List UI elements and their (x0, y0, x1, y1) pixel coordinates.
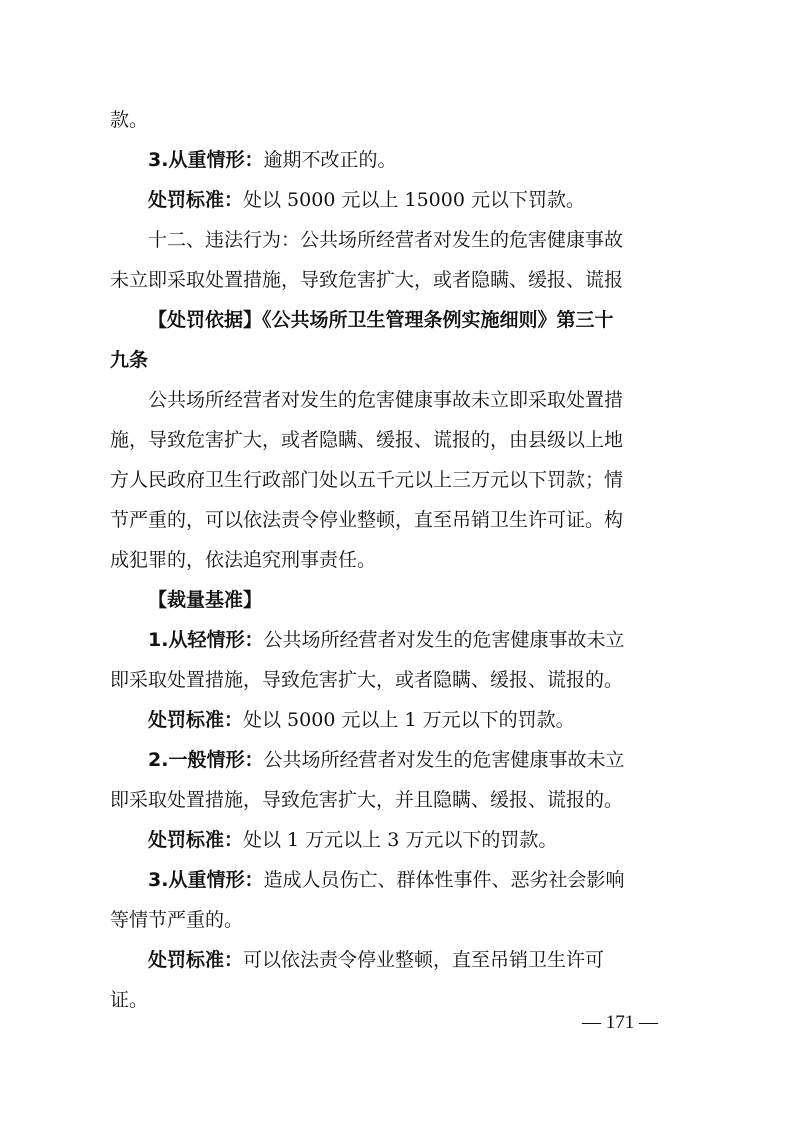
text-line (110, 500, 680, 540)
paragraph-text: 处以 1 万元以上 3 万元以下的罚款。 (243, 829, 558, 851)
text-line (110, 860, 680, 900)
text-line (110, 140, 680, 180)
text-line (110, 740, 680, 780)
bold-label: 处罚标准： (148, 189, 244, 211)
discretion-heading (110, 580, 680, 620)
text-line (110, 180, 680, 220)
section-title-text: 未立即采取处置措施，导致危害扩大，或者隐瞒、缓报、谎报 (110, 269, 624, 291)
section-title (110, 220, 680, 260)
paragraph-text: 施，导致危害扩大，或者隐瞒、缓报、谎报的，由县级以上地 (110, 429, 624, 451)
bold-label: 处罚标准： (148, 709, 244, 731)
paragraph-text: 即采取处置措施，导致危害扩大，并且隐瞒、缓报、谎报的。 (110, 789, 624, 811)
paragraph-text: 方人民政府卫生行政部门处以五千元以上三万元以下罚款；情 (110, 469, 624, 491)
bold-label: 1.从轻情形： (148, 629, 264, 651)
section-title-text: 十二、违法行为：公共场所经营者对发生的危害健康事故 (148, 229, 624, 251)
text-line (110, 780, 680, 820)
text-line (110, 620, 680, 660)
bold-label: 3.从重情形： (148, 869, 264, 891)
text-line (110, 420, 680, 460)
paragraph-text: 处以 5000 元以上 1 万元以下的罚款。 (243, 709, 575, 731)
paragraph-text: 节严重的，可以依法责令停业整顿，直至吊销卫生许可证。构 (110, 509, 624, 531)
paragraph-text: 公共场所经营者对发生的危害健康事故未立 (263, 629, 625, 651)
heading-text: 【处罚依据】《公共场所卫生管理条例实施细则》第三十 (148, 309, 614, 331)
paragraph-text: 公共场所经营者对发生的危害健康事故未立 (263, 749, 625, 771)
text-line (110, 540, 680, 580)
paragraph-text: 可以依法责令停业整顿，直至吊销卫生许可 (243, 949, 605, 971)
document-body (110, 100, 680, 1020)
basis-heading (110, 300, 680, 340)
paragraph-text: 即采取处置措施，导致危害扩大，或者隐瞒、缓报、谎报的。 (110, 669, 624, 691)
paragraph-text: 等情节严重的。 (110, 909, 244, 931)
paragraph-text: 证。 (110, 989, 149, 1011)
text-line (110, 900, 680, 940)
text-line (110, 660, 680, 700)
text-line (110, 820, 680, 860)
text-line (110, 100, 680, 140)
heading-text: 九条 (110, 349, 149, 371)
bold-label: 3.从重情形： (148, 149, 264, 171)
basis-heading (110, 340, 680, 380)
text-line (110, 940, 680, 980)
bold-label: 2.一般情形： (148, 749, 264, 771)
bold-label: 处罚标准： (148, 949, 244, 971)
bold-label: 处罚标准： (148, 829, 244, 851)
text-line (110, 380, 680, 420)
paragraph-text: 处以 5000 元以上 15000 元以下罚款。 (243, 189, 585, 211)
page-number: — 171 — (582, 1012, 658, 1033)
paragraph-text: 公共场所经营者对发生的危害健康事故未立即采取处置措 (148, 389, 624, 411)
paragraph-text: 逾期不改正的。 (263, 149, 397, 171)
paragraph-text: 造成人员伤亡、群体性事件、恶劣社会影响 (263, 869, 625, 891)
section-title (110, 260, 680, 300)
heading-text: 【裁量基准】 (148, 589, 263, 611)
text-line (110, 700, 680, 740)
paragraph-text: 成犯罪的，依法追究刑事责任。 (110, 549, 377, 571)
paragraph-text: 款。 (110, 109, 149, 131)
text-line (110, 460, 680, 500)
